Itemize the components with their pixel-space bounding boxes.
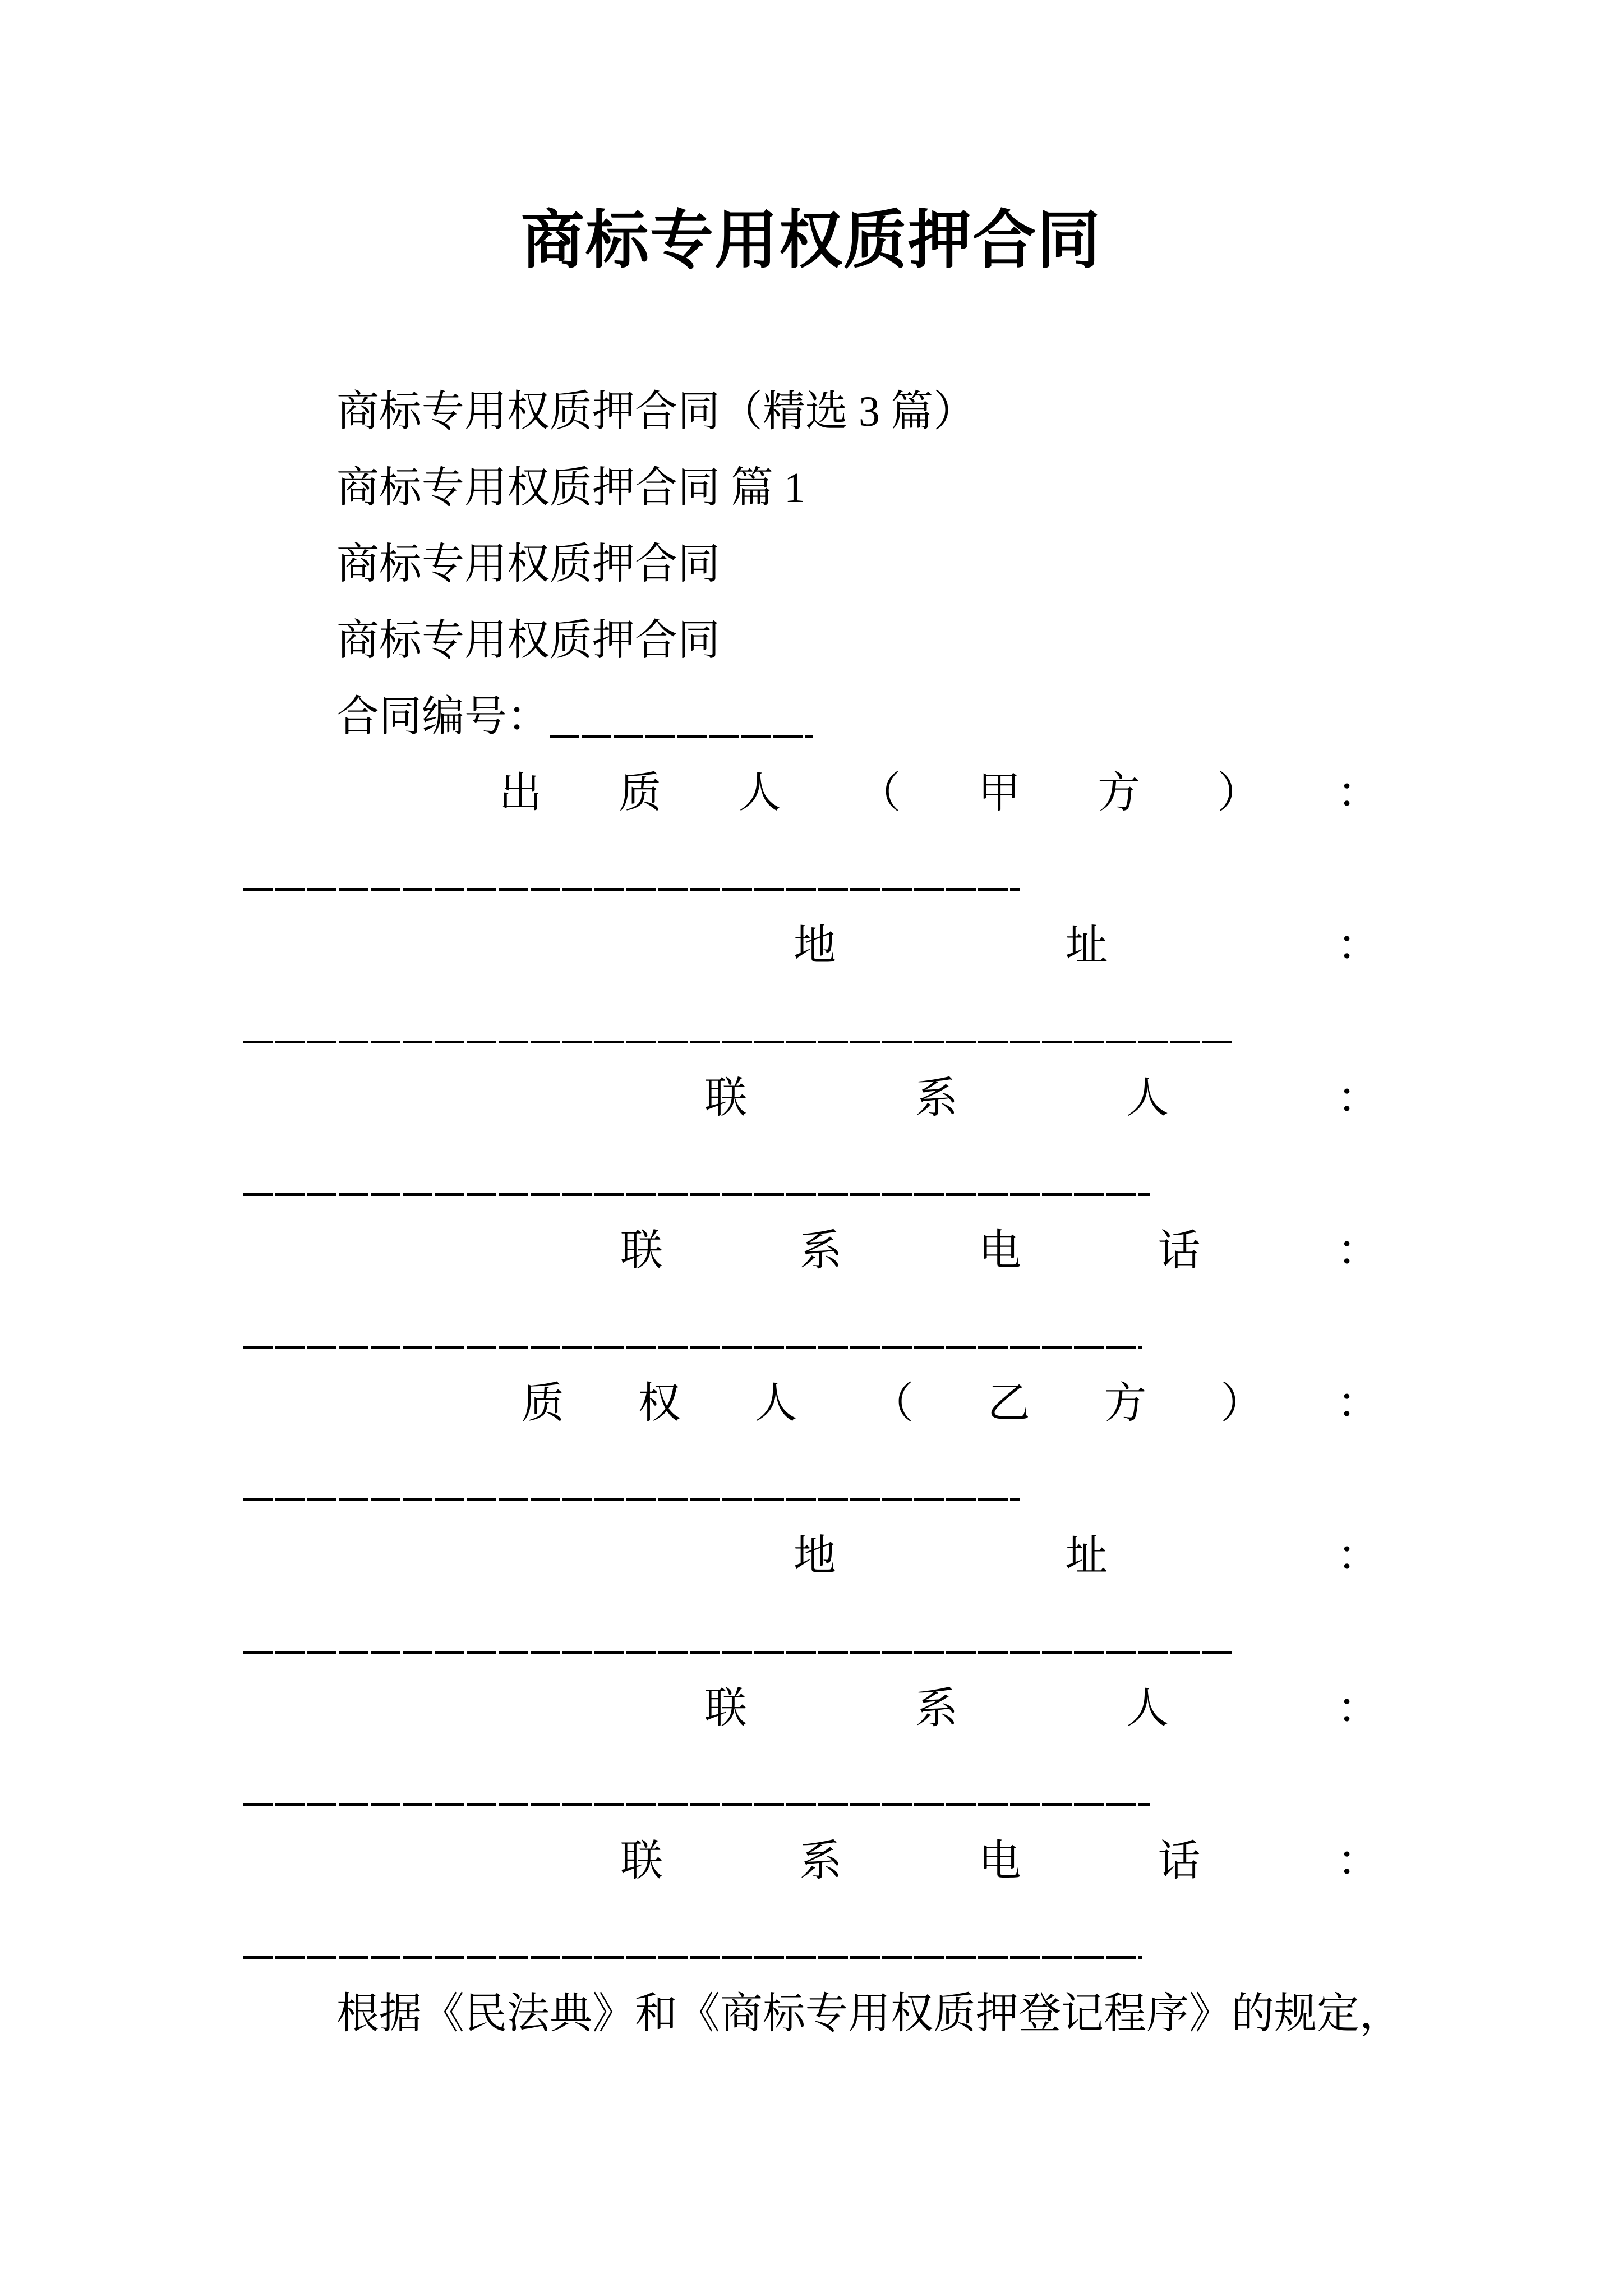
label-character: 人 — [754, 1380, 797, 1427]
label-character: 系 — [915, 1075, 958, 1122]
label-character: 方 — [1104, 1380, 1147, 1427]
label-character: 系 — [915, 1685, 958, 1732]
blank-fill-line — [243, 1193, 1150, 1196]
label-character: 联 — [704, 1075, 747, 1122]
field-blank-row — [243, 1442, 1380, 1518]
label-character: （ — [871, 1380, 914, 1427]
intro-line: 商标专用权质押合同 篇 1 — [336, 464, 805, 512]
label-character: 联 — [704, 1685, 747, 1732]
contract-number-blank-line — [550, 735, 813, 738]
field-row-address — [243, 908, 1380, 984]
label-character: 人 — [1126, 1685, 1169, 1732]
field-row-pledgor — [243, 755, 1380, 831]
field-blank-row — [243, 984, 1380, 1060]
label-character: ： — [1336, 770, 1380, 817]
closing-paragraph: 根据《民法典》和《商标专用权质押登记程序》的规定， — [336, 1990, 1402, 2037]
contract-number-row — [243, 679, 1380, 755]
label-character: ） — [1220, 1380, 1264, 1427]
field-label-address — [794, 1533, 1380, 1580]
blank-fill-line — [243, 888, 1020, 891]
label-character: 系 — [799, 1227, 842, 1274]
field-row-phone — [243, 1823, 1380, 1899]
label-character: 乙 — [987, 1380, 1030, 1427]
field-blank-row — [243, 1899, 1380, 1976]
field-row-phone — [243, 1213, 1380, 1289]
label-character: ： — [1336, 1380, 1380, 1427]
blank-fill-line — [243, 1803, 1150, 1806]
label-character: ： — [1337, 922, 1380, 969]
intro-line: 商标专用权质押合同（精选 3 篇） — [336, 388, 976, 435]
contract-number-label: 合同编号： — [336, 693, 550, 740]
label-character: 电 — [979, 1227, 1021, 1274]
intro-line: 商标专用权质押合同 — [336, 617, 720, 664]
label-character: （ — [858, 770, 901, 817]
label-character: 话 — [1158, 1838, 1201, 1885]
label-character: 人 — [1126, 1075, 1169, 1122]
field-blank-row — [243, 1747, 1380, 1823]
label-character: 地 — [794, 1533, 836, 1580]
label-character: 址 — [1065, 922, 1108, 969]
field-label-pledgor-party-a — [499, 772, 1380, 815]
label-character: 权 — [638, 1380, 681, 1427]
field-label-contact-phone — [620, 1840, 1380, 1883]
label-character: ： — [1337, 1533, 1380, 1580]
document-body — [243, 374, 1402, 2052]
label-character: ： — [1337, 1685, 1380, 1732]
field-blank-row — [243, 1594, 1380, 1671]
label-character: 电 — [979, 1838, 1021, 1885]
label-character: 出 — [499, 770, 542, 817]
label-character: 联 — [620, 1838, 663, 1885]
blank-fill-line — [243, 1346, 1142, 1349]
field-blank-row — [243, 1137, 1380, 1213]
label-character: 质 — [522, 1380, 564, 1427]
label-character: 系 — [799, 1838, 842, 1885]
label-character: 方 — [1098, 770, 1141, 817]
field-label-contact-person — [704, 1687, 1380, 1730]
blank-fill-line — [243, 1498, 1020, 1501]
field-row-contact — [243, 1060, 1380, 1137]
field-row-address — [243, 1518, 1380, 1594]
label-character: ： — [1337, 1075, 1380, 1122]
label-character: 联 — [620, 1227, 663, 1274]
label-character: ） — [1217, 770, 1260, 817]
field-blank-row — [243, 1289, 1380, 1365]
blank-fill-line — [243, 1651, 1233, 1654]
label-character: 甲 — [978, 770, 1021, 817]
field-label-contact-person — [704, 1077, 1380, 1120]
label-character: ： — [1337, 1227, 1380, 1274]
blank-fill-line — [243, 1956, 1142, 1959]
document-title: 商标专用权质押合同 — [521, 206, 1101, 276]
field-row-pledgee — [243, 1365, 1380, 1442]
field-row-contact — [243, 1671, 1380, 1747]
intro-line: 商标专用权质押合同 — [336, 541, 720, 588]
label-character: ： — [1337, 1838, 1380, 1885]
label-character: 人 — [738, 770, 781, 817]
field-label-contact-phone — [620, 1227, 1380, 1274]
label-character: 话 — [1158, 1227, 1201, 1274]
field-blank-row — [243, 831, 1380, 908]
label-character: 质 — [619, 770, 662, 817]
blank-fill-line — [243, 1041, 1233, 1043]
field-label-address — [794, 924, 1380, 967]
label-character: 址 — [1065, 1533, 1108, 1580]
field-label-pledgee-party-b — [522, 1382, 1380, 1425]
label-character: 地 — [794, 922, 836, 969]
